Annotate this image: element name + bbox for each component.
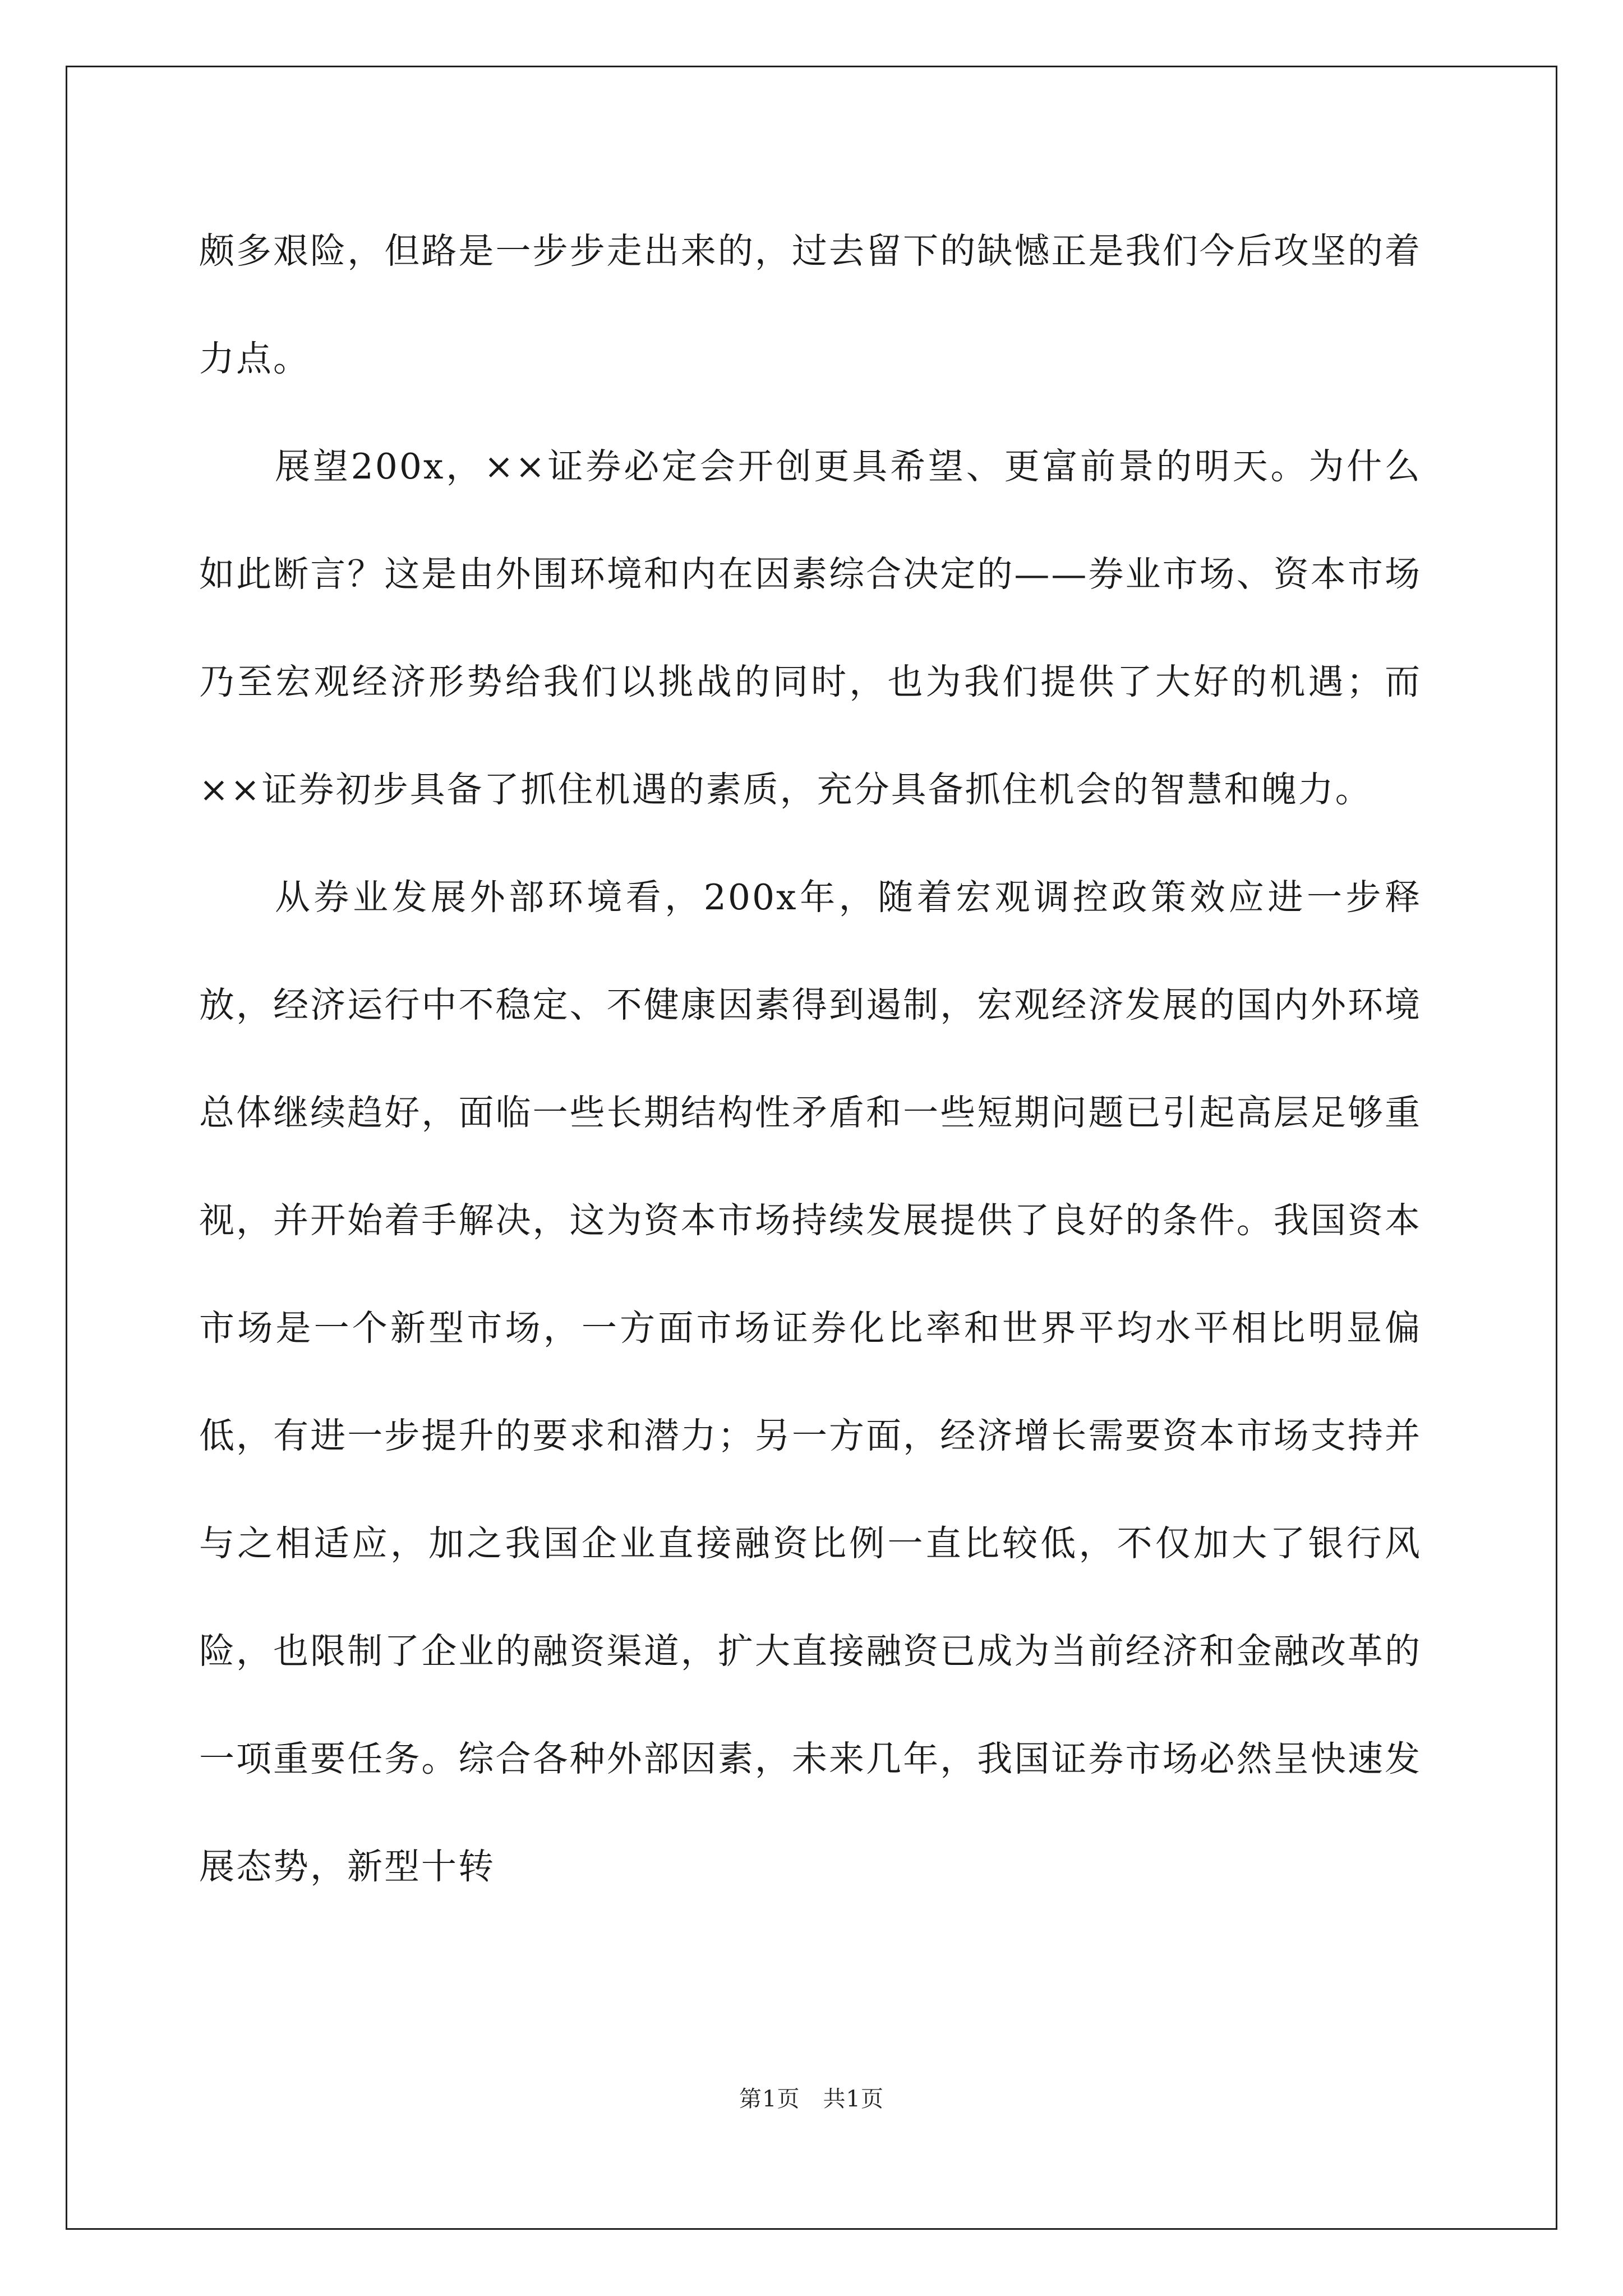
paragraph-3: 从券业发展外部环境看，200x年，随着宏观调控政策效应进一步释放，经济运行中不稳定、不健康因素得到遏制，宏观经济发展的国内外环境总体继续趋好，面临一些长期结构性矛盾和一些短期问题已引起高层足够重视，并开始着手解决，这为资本市场持续发展提供了良好的条件。我国资本市场是一个新型市场，一方面市场证券化比率和世界平均水平相比明显偏低，有进一步提升的要求和潜力；另一方面，经济增长需要资本市场支持并与之相适应，加之我国企业直接融资比例一直比较低，不仅加大了银行风险，也限制了企业的融资渠道，扩大直接融资已成为当前经济和金融改革的一项重要任务。综合各种外部因素，未来几年，我国证券市场必然呈快速发展态势，新型十转 bbox=[199, 877, 1422, 1887]
page-number-footer: 第1页 共1页 bbox=[739, 2086, 884, 2112]
paragraph-1: 颇多艰险，但路是一步步走出来的，过去留下的缺憾正是我们今后攻坚的着力点。 bbox=[199, 231, 1422, 379]
paragraph-2: 展望200x，××证券必定会开创更具希望、更富前景的明天。为什么如此断言？这是由外围环境和内在因素综合决定的——券业市场、资本市场乃至宏观经济形势给我们以挑战的同时，也为我们提供了大好的机遇；而××证券初步具备了抓住机遇的素质，充分具备抓住机会的智慧和魄力。 bbox=[199, 446, 1422, 810]
document-body bbox=[199, 197, 1422, 1921]
